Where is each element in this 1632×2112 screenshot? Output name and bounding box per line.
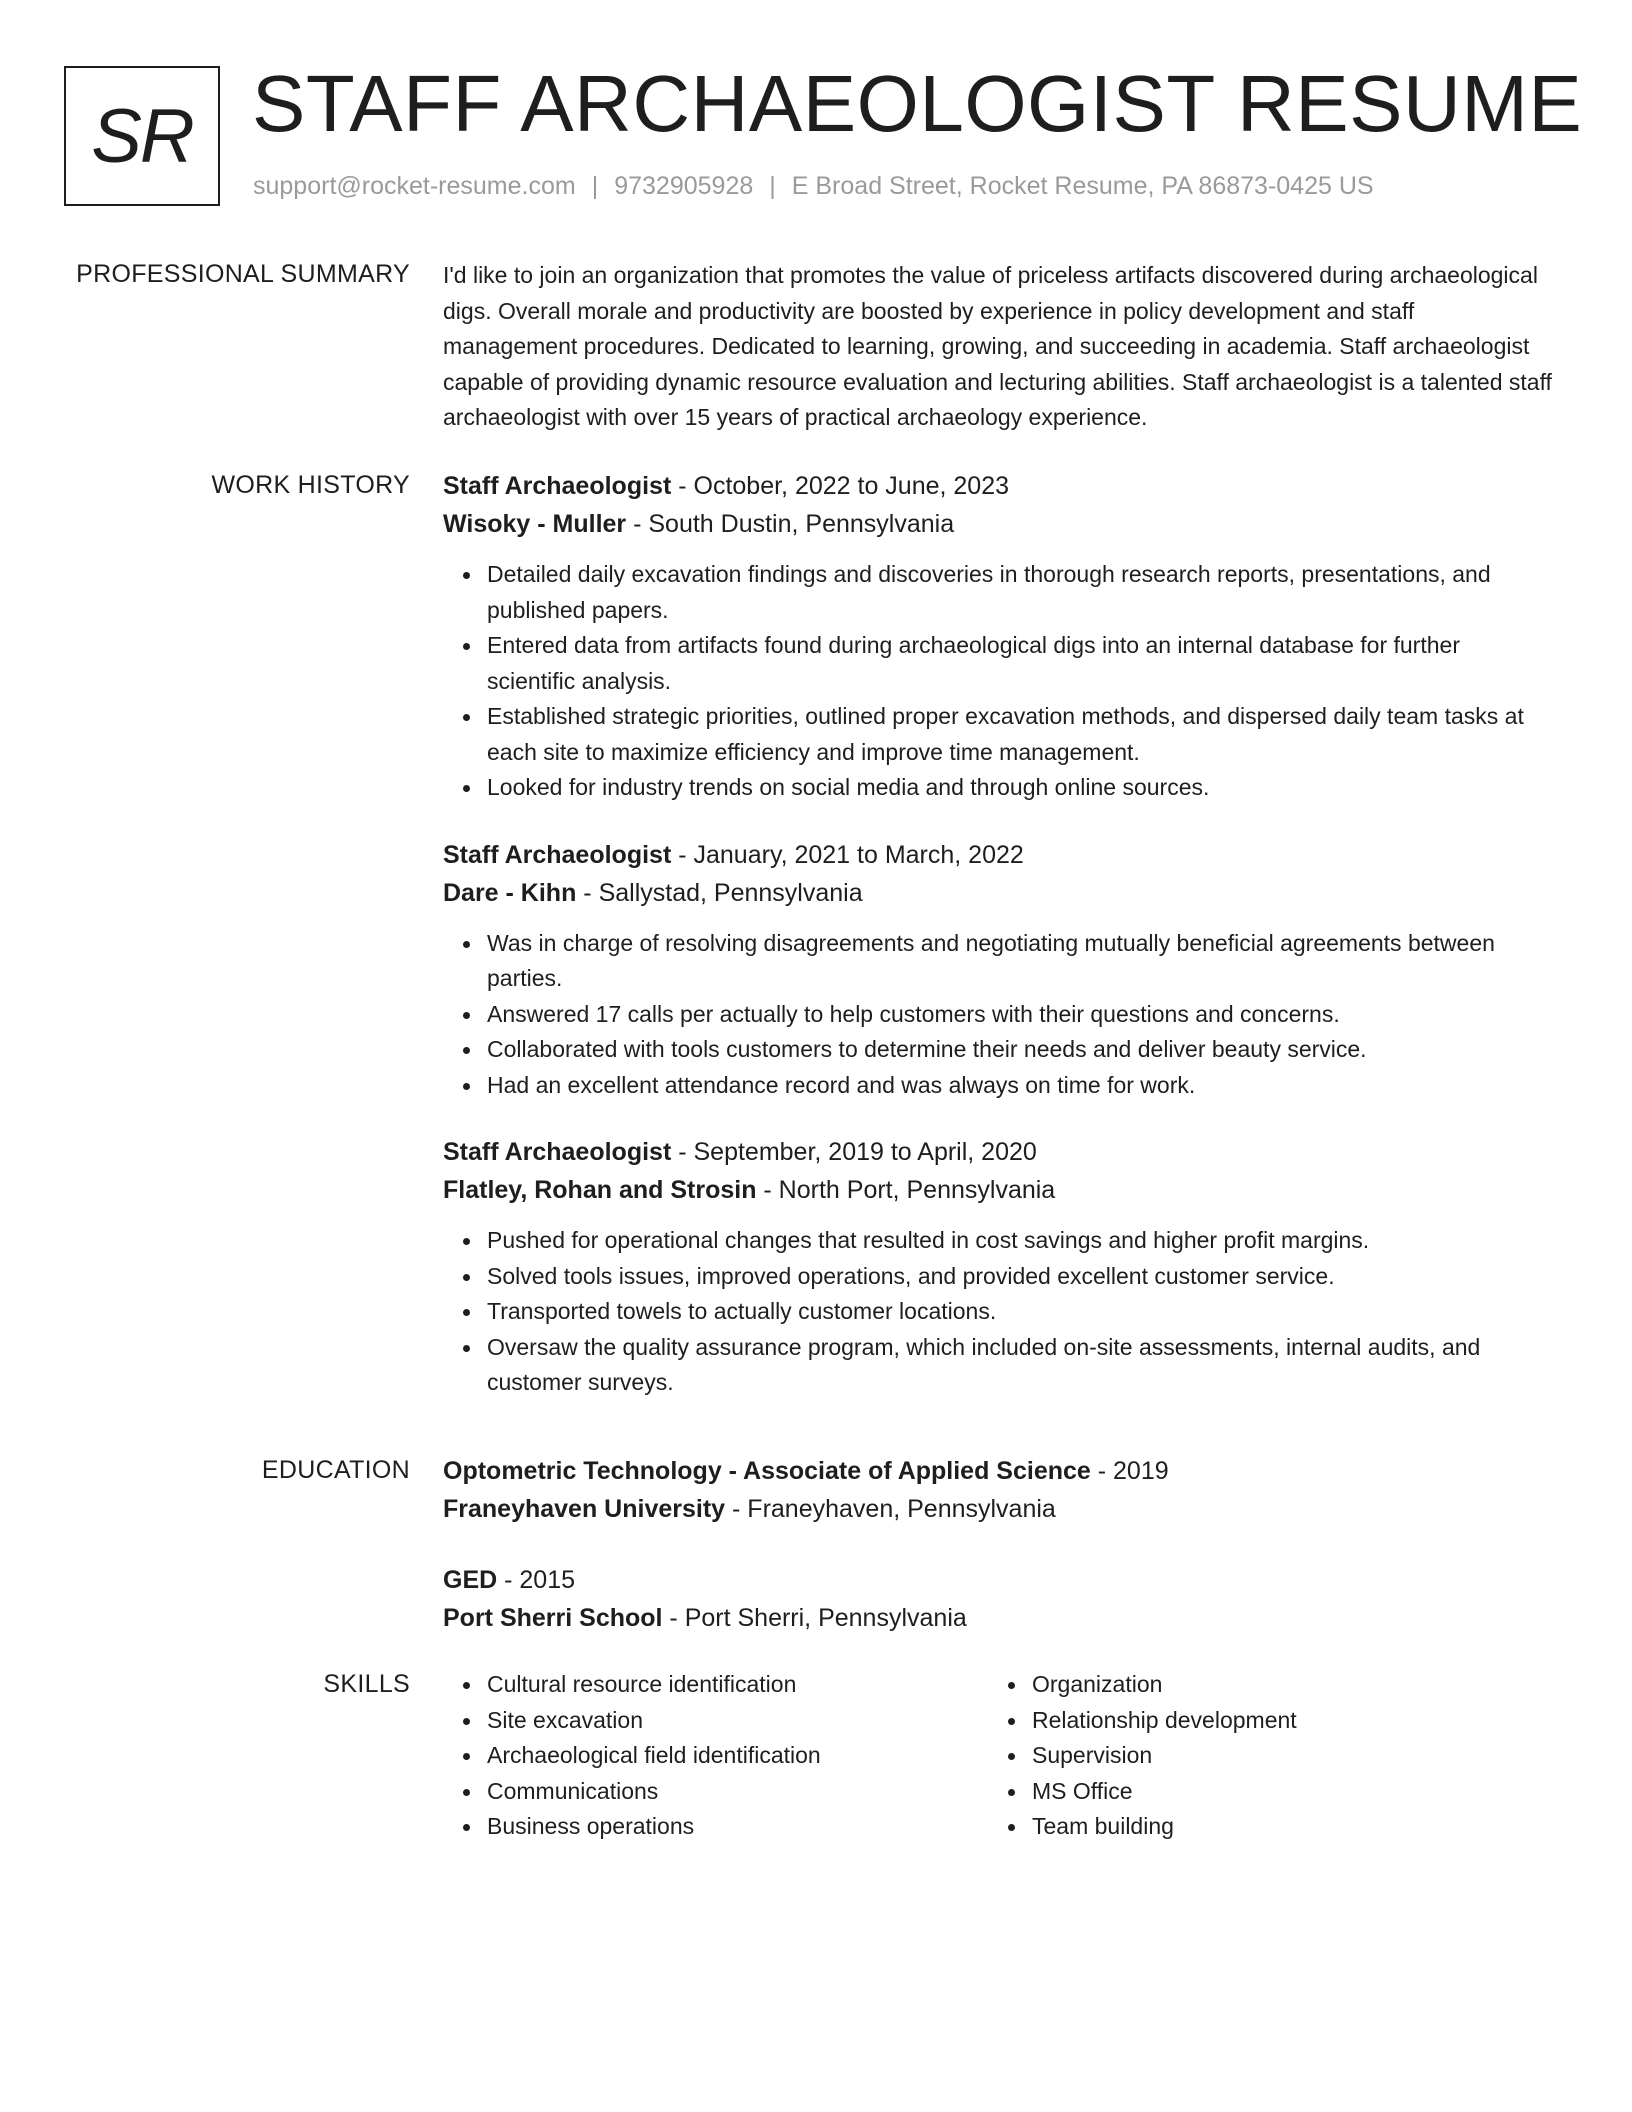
job-dates: - January, 2021 to March, 2022: [671, 840, 1024, 869]
education-school-line: [443, 1599, 1553, 1637]
education-year: - 2015: [497, 1566, 576, 1594]
contact-phone: 9732905928: [614, 172, 754, 200]
skill-item: Archaeological field identification: [487, 1738, 988, 1774]
list-item: Detailed daily excavation findings and discoveries in thorough research reports, presentations, and published papers.: [487, 557, 1553, 628]
skill-item: Site excavation: [487, 1703, 988, 1739]
education-degree: GED: [443, 1566, 498, 1594]
skill-item: Team building: [1032, 1809, 1533, 1845]
list-item: Was in charge of resolving disagreements and negotiating mutually beneficial agreements between parties.: [487, 926, 1553, 997]
job-entry: [443, 836, 1553, 1104]
skills-grid: [443, 1667, 1553, 1845]
skills-column-left: [443, 1667, 988, 1845]
list-item: Established strategic priorities, outlined proper excavation methods, and dispersed daily team tasks at each site to maximize efficiency and improve time management.: [487, 699, 1553, 770]
monogram-initials: SR: [91, 93, 193, 179]
job-title: Staff Archaeologist: [443, 840, 672, 869]
monogram-logo: [64, 66, 220, 206]
job-dates: - October, 2022 to June, 2023: [671, 472, 1010, 500]
job-company: Flatley, Rohan and Strosin: [443, 1176, 757, 1204]
list-item: Oversaw the quality assurance program, which included on-site assessments, internal audits, and customer surveys.: [487, 1330, 1553, 1401]
list-item: Entered data from artifacts found during archaeological digs into an internal database for further scientific analysis.: [487, 628, 1553, 699]
education-degree: Optometric Technology - Associate of Applied Science: [443, 1457, 1091, 1485]
section-heading: SKILLS: [323, 1670, 410, 1698]
job-title: Staff Archaeologist: [443, 1138, 672, 1166]
skill-item: Business operations: [487, 1809, 988, 1845]
education-entry: [443, 1452, 1553, 1528]
skill-item: Cultural resource identification: [487, 1667, 988, 1703]
job-company-line: [443, 874, 1553, 912]
education-entry: [443, 1561, 1553, 1637]
skill-item: Organization: [1032, 1667, 1533, 1703]
job-dates: - September, 2019 to April, 2020: [671, 1138, 1037, 1166]
job-company-line: [443, 505, 1553, 543]
job-duties: [443, 926, 1553, 1104]
contact-separator: |: [591, 172, 599, 200]
job-company: Wisoky - Muller: [443, 510, 627, 538]
job-title-line: [443, 1133, 1553, 1171]
list-item: Answered 17 calls per actually to help customers with their questions and concerns.: [487, 997, 1553, 1033]
job-title-line: [443, 836, 1553, 874]
contact-line: [253, 172, 1374, 201]
education-degree-line: [443, 1452, 1553, 1490]
job-duties: [443, 557, 1553, 806]
section-heading: PROFESSIONAL SUMMARY: [76, 260, 410, 288]
education-year: - 2019: [1090, 1457, 1169, 1485]
job-location: - North Port, Pennsylvania: [756, 1176, 1056, 1204]
job-location: - Sallystad, Pennsylvania: [576, 878, 863, 907]
job-entry: [443, 467, 1553, 806]
skills-column-right: [988, 1667, 1533, 1845]
skill-item: Relationship development: [1032, 1703, 1533, 1739]
education-school: Franeyhaven University: [443, 1495, 726, 1523]
job-duties: [443, 1223, 1553, 1401]
list-item: Transported towels to actually customer locations.: [487, 1294, 1553, 1330]
list-item: Had an excellent attendance record and was always on time for work.: [487, 1068, 1553, 1104]
skill-item: Supervision: [1032, 1738, 1533, 1774]
section-heading: WORK HISTORY: [211, 471, 410, 499]
contact-email: support@rocket-resume.com: [253, 172, 576, 200]
job-title-line: [443, 467, 1553, 505]
section-heading: EDUCATION: [261, 1456, 410, 1484]
education-degree-line: [443, 1561, 1553, 1599]
education-school: Port Sherri School: [443, 1604, 663, 1632]
summary-text: I'd like to join an organization that promotes the value of priceless artifacts discovered during archaeological digs. Overall morale and productivity are boosted by experience in policy development and staff management procedures. Dedicated to learning, growing, and succeeding in academia. Staff archaeologist capable of providing dynamic resource evaluation and lecturing abilities. Staff archaeologist is a talented staff archaeologist with over 15 years of practical archaeology experience.: [443, 262, 1552, 430]
skills-list: [443, 1667, 988, 1845]
job-company-line: [443, 1171, 1553, 1209]
job-title: Staff Archaeologist: [443, 472, 672, 500]
skills-list: [988, 1667, 1533, 1845]
contact-address: E Broad Street, Rocket Resume, PA 86873-0425 US: [791, 172, 1374, 200]
job-entry: [443, 1133, 1553, 1401]
education-location: - Franeyhaven, Pennsylvania: [725, 1495, 1056, 1523]
skill-item: MS Office: [1032, 1774, 1533, 1810]
list-item: Collaborated with tools customers to determine their needs and deliver beauty service.: [487, 1032, 1553, 1068]
job-company: Dare - Kihn: [443, 878, 577, 907]
job-location: - South Dustin, Pennsylvania: [626, 510, 955, 538]
list-item: Solved tools issues, improved operations, and provided excellent customer service.: [487, 1259, 1553, 1295]
list-item: Looked for industry trends on social media and through online sources.: [487, 770, 1553, 806]
skill-item: Communications: [487, 1774, 988, 1810]
list-item: Pushed for operational changes that resulted in cost savings and higher profit margins.: [487, 1223, 1553, 1259]
education-location: - Port Sherri, Pennsylvania: [662, 1604, 967, 1632]
resume-title: STAFF ARCHAEOLOGIST RESUME: [252, 59, 1583, 148]
education-school-line: [443, 1490, 1553, 1528]
contact-separator: |: [769, 172, 776, 200]
